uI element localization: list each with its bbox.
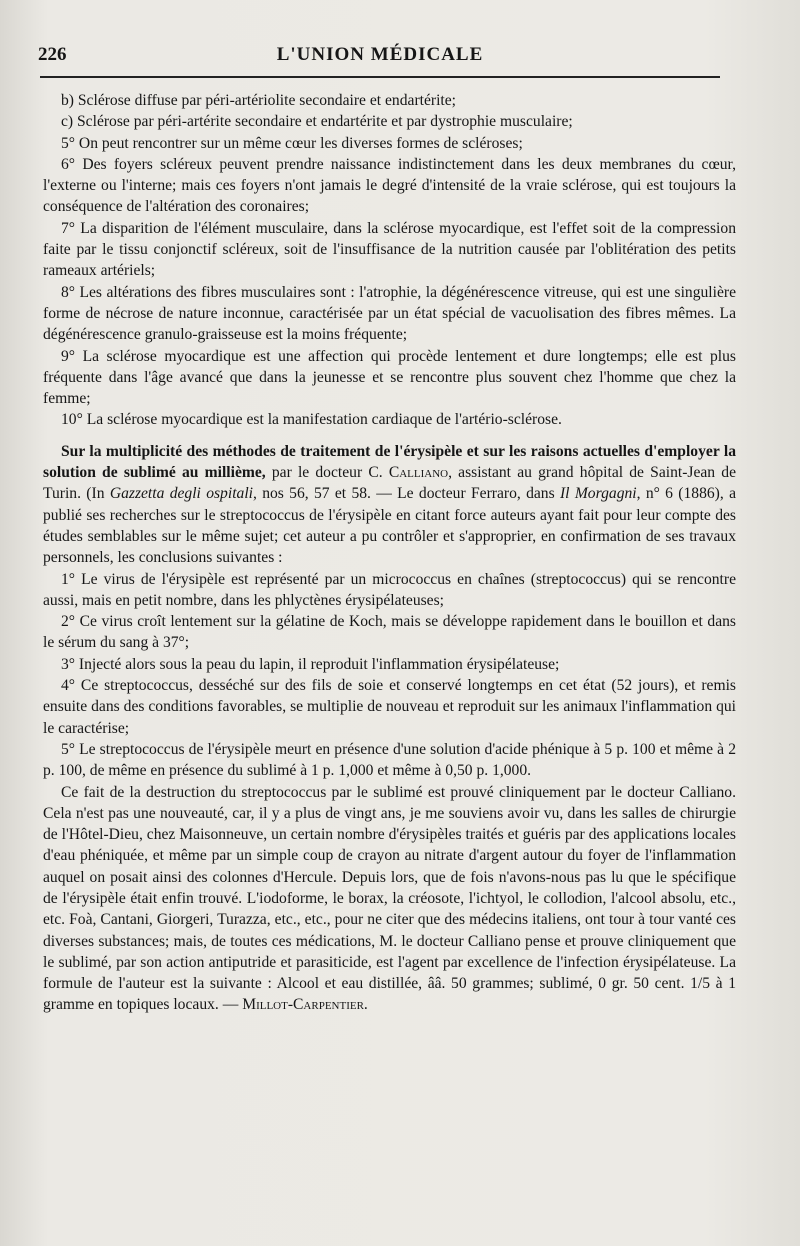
journal-name-2: Il Morgagni — [559, 485, 637, 503]
finding-4: 4° Ce streptococcus, desséché sur des fils de soie et conservé longtemps en cet état (52 jours), et remis ensuite dans des conditions favorables, se multiplie de nouveau et reproduit sur les animaux l'inflammation qui le caractérise; — [43, 677, 736, 737]
finding-3: 3° Injecté alors sous la peau du lapin, il reproduit l'inflammation érysipélateuse; — [61, 655, 560, 673]
byline-mid: , assistant au grand hôpital de Saint-Jean de Turin. (In — [43, 464, 737, 503]
conclusion-b: b) Sclérose diffuse par péri-artériolite secondaire et endartérite; — [61, 92, 456, 109]
body-text — [43, 90, 736, 1016]
conclusion-5: 5° On peut rencontrer sur un même cœur les diverses formes de scléroses; — [61, 134, 523, 152]
author-name: Calliano — [388, 464, 449, 482]
page-header — [38, 44, 722, 74]
closing-text: Ce fait de la destruction du streptococcus par le sublimé est prouvé cliniquement par le docteur Calliano. Cela n'est pas une nouveauté, car, il y a plus de vingt ans, je me souviens avoir vu, dans les salles de chirurgie de l'Hôtel-Dieu, chez Maisonneuve, un certain nombre d'érysipèles traités et guéris par des applications locales d'eau phéniquée, et même par un simple coup de crayon au nitrate d'argent autour du foyer de l'inflammation auquel on posait ainsi des colonnes d'Hercule. Depuis lors, que de fois n'avons-nous pas lu que le spécifique de l'érysipèle était enfin trouvé. L'iodoforme, le borax, la créosote, l'ichtyol, le collodion, l'alcool absolu, etc., etc. Foà, Cantani, Giorgeri, Turazza, etc., etc., pour ne citer que des médecins italiens, ont tour à tour vanté ces diverses substances; mais, de toutes ces médications, M. le docteur Calliano pense et prouve cliniquement que le sublimé, par son action antiputride et parasiticide, est l'agent par excellence de l'infection érysipélateuse. La formule de l'auteur est la suivante : Alcool et eau distillée, ââ. 50 grammes; sublimé, 0 gr. 50 cent. 1/5 à 1 gramme en topiques locaux. — — [43, 783, 736, 1014]
conclusion-10: 10° La sclérose myocardique est la manifestation cardiaque de l'artério-sclérose. — [61, 411, 562, 429]
byline-end: , n° 6 (1886), a publié ses recherches sur le streptococcus de l'érysipèle en citant force auteurs ayant fait pour leur compte des études semblables sur le même sujet; cet auteur a pu contrôler et s'approprier, en confirmation de ses travaux personnels, les conclusions suivantes : — [43, 485, 736, 567]
finding-1: 1° Le virus de l'érysipèle est représenté par un micrococcus en chaînes (streptococcus) qui se rencontre aussi, mais en petit nombre, dans les phlyctènes érysipélateuses; — [43, 570, 736, 609]
running-title: L'UNION MÉDICALE — [276, 44, 484, 65]
article-intro — [43, 441, 736, 569]
byline-pre: par le docteur C. — [265, 464, 389, 482]
byline-post: , nos 56, 57 et 58. — Le docteur Ferraro, dans — [252, 485, 560, 503]
page-number: 226 — [38, 44, 67, 65]
conclusion-8: 8° Les altérations des fibres musculaires sont : l'atrophie, la dégénérescence vitreuse, qui est une singulière forme de nécrose de nature inconnue, caractérisée par un état spécial de vacuolisation des fibres mêmes. La dégénérescence granulo-graisseuse est la moins fréquente; — [43, 283, 736, 344]
conclusion-7: 7° La disparition de l'élément musculaire, dans la sclérose myocardique, est l'effet soit de la compression faite par le tissu conjonctif scléreux, soit de l'insuffisance de la nutrition causée par l'oblitération des petits rameaux artériels; — [43, 219, 736, 280]
finding-2: 2° Ce virus croît lentement sur la gélatine de Koch, mais se développe rapidement dans le bouillon et dans le sérum du sang à 37°; — [43, 613, 736, 652]
article-title: Sur la multiplicité des méthodes de traitement de l'érysipèle et sur les raisons actuelles d'employer la solution de sublimé au millième, — [43, 442, 736, 482]
closing-paragraph — [43, 782, 736, 1016]
conclusion-c: c) Sclérose par péri-artérite secondaire et endartérite et par dystrophie musculaire; — [61, 113, 573, 131]
header-rule — [40, 76, 720, 78]
finding-5: 5° Le streptococcus de l'érysipèle meurt en présence d'une solution d'acide phénique à 5 p. 100 et même à 2 p. 100, de même en présence du sublimé à 1 p. 1,000 et même à 0,50 p. 1,000. — [43, 740, 736, 780]
conclusion-6: 6° Des foyers scléreux peuvent prendre naissance indistinctement dans les deux membranes du cœur, l'externe ou l'interne; mais ces foyers n'ont jamais le degré d'intensité de la vraie sclérose, qui est toujours la conséquence de l'altération des coronaires; — [43, 155, 736, 216]
conclusion-9: 9° La sclérose myocardique est une affection qui procède lentement et dure longtemps; elle est plus fréquente dans l'âge avancé que dans la jeunesse et se rencontre plus souvent chez l'homme que chez la femme; — [43, 347, 736, 408]
journal-name: Gazzetta degli ospitali — [109, 485, 253, 503]
signature: Millot-Carpentier. — [242, 996, 368, 1014]
